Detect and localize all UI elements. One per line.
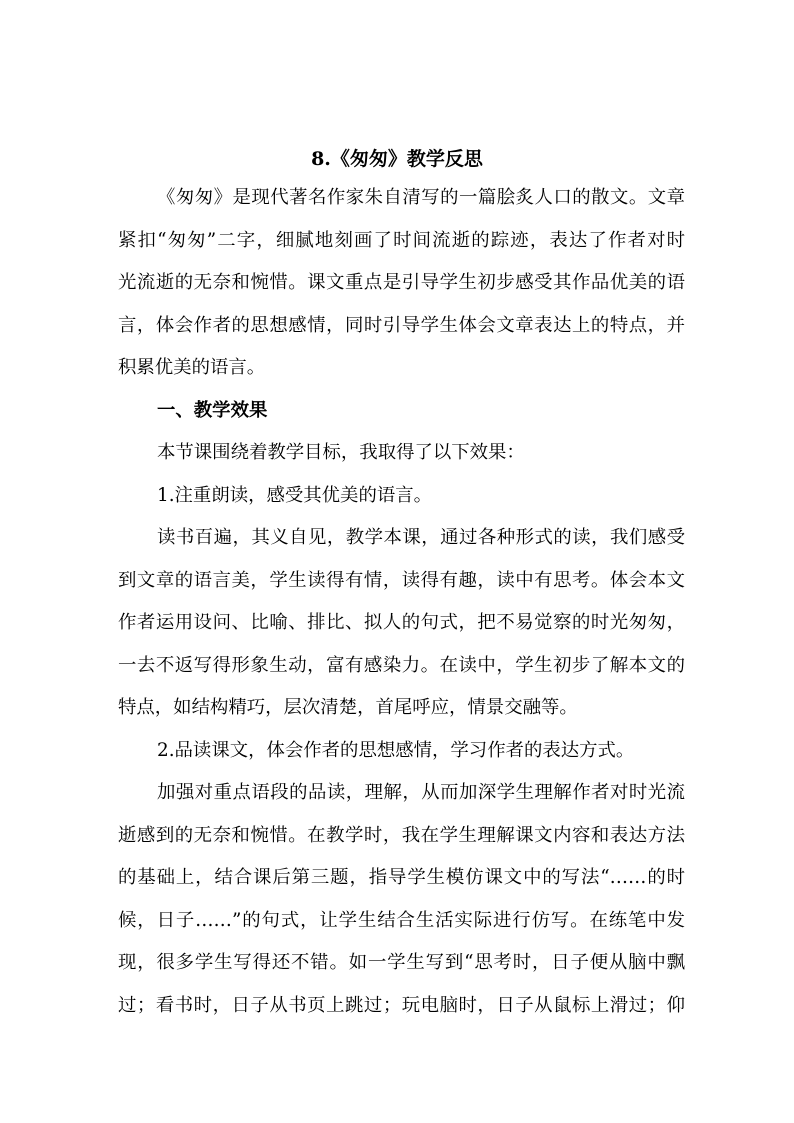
paragraph-line: 积累优美的语言。: [118, 357, 266, 378]
paragraph-line: 的基础上，结合课后第三题，指导学生模仿课文中的写法“……的时: [118, 867, 685, 888]
paragraph-line: 言，体会作者的思想感情，同时引导学生体会文章表达上的特点，并: [118, 315, 685, 336]
paragraph-line: 光流逝的无奈和惋惜。课文重点是引导学生初步感受其作品优美的语: [118, 272, 685, 293]
paragraph-line: 紧扣“匆匆”二字，细腻地刻画了时间流逝的踪迹，表达了作者对时: [118, 230, 685, 251]
paragraph-line: 候，日子……”的句式，让学生结合生活实际进行仿写。在练笔中发: [118, 910, 685, 931]
subheading-line: 2.品读课文，体会作者的思想感情，学习作者的表达方式。: [157, 740, 635, 761]
paragraph-line: 加强对重点语段的品读，理解，从而加深学生理解作者对时光流: [157, 782, 685, 803]
paragraph-line: 本节课围绕着教学目标，我取得了以下效果：: [157, 442, 525, 463]
section-heading: 一、教学效果: [157, 400, 268, 421]
paragraph-line: 一去不返写得形象生动，富有感染力。在读中，学生初步了解本文的: [118, 655, 685, 676]
paragraph-line: 过；看书时，日子从书页上跳过；玩电脑时，日子从鼠标上滑过；仰: [118, 995, 685, 1016]
paragraph-line: 现，很多学生写得还不错。如一学生写到“思考时，日子便从脑中飘: [118, 952, 685, 973]
subheading-line: 1.注重朗读，感受其优美的语言。: [157, 485, 433, 506]
paragraph-line: 到文章的语言美，学生读得有情，读得有趣，读中有思考。体会本文: [118, 570, 685, 591]
paragraph-line: 读书百遍，其义自见，教学本课，通过各种形式的读，我们感受: [157, 527, 685, 548]
paragraph-line: 作者运用设问、比喻、排比、拟人的句式，把不易觉察的时光匆匆，: [118, 612, 685, 633]
document-title: 8.《匆匆》教学反思: [311, 148, 483, 170]
paragraph-line: 逝感到的无奈和惋惜。在教学时，我在学生理解课文内容和表达方法: [118, 825, 685, 846]
paragraph-line: 特点，如结构精巧，层次清楚，首尾呼应，情景交融等。: [118, 697, 578, 718]
paragraph-line: 《匆匆》是现代著名作家朱自清写的一篇脍炙人口的散文。文章: [157, 187, 685, 208]
